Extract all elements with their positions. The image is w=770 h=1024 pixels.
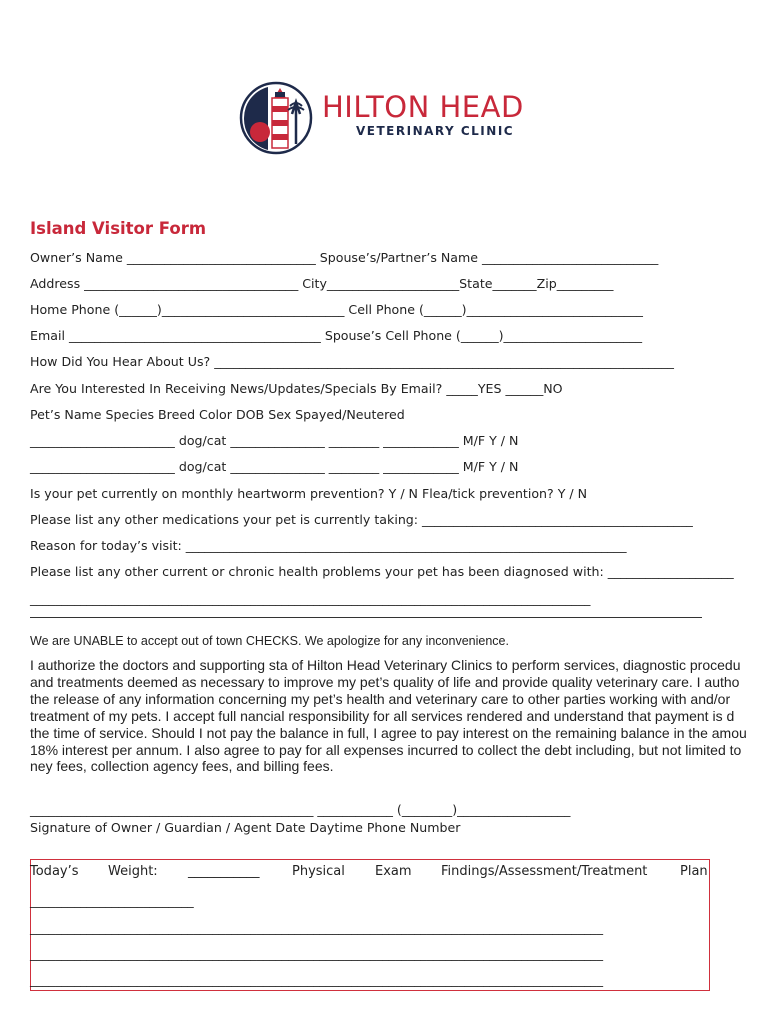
exam-notes-line[interactable]: ___________________________________________________________________________________________	[30, 920, 604, 935]
exam-notes-line[interactable]: ___________________________________________________________________________________________	[30, 946, 604, 961]
lighthouse-logo-icon	[238, 80, 314, 156]
medications-line[interactable]: Please list any other medications your pet is currently taking: ___________________________________________	[30, 512, 693, 527]
visit-reason-line[interactable]: Reason for today’s visit: ______________________________________________________________________	[30, 538, 627, 553]
authorization-line: treatment of my pets. I accept full nancial responsibility for all services rendered and understand that payment is d	[30, 707, 735, 724]
newsletter-line[interactable]: Are You Interested In Receiving News/Updates/Specials By Email? _____YES ______NO	[30, 381, 563, 396]
prevention-line[interactable]: Is your pet currently on monthly heartworm prevention? Y / N Flea/tick prevention? Y / N	[30, 486, 588, 501]
exam-header-physical: Physical	[292, 864, 345, 879]
clinic-subtitle: VETERINARY CLINIC	[356, 124, 515, 138]
exam-notes-line[interactable]: ___________________________________________________________________________________________	[30, 972, 604, 987]
clinic-logo	[238, 80, 538, 156]
authorization-paragraph	[30, 657, 770, 775]
exam-header-plan: Plan	[680, 864, 708, 879]
address-line[interactable]: Address __________________________________ City_____________________State_______Zip_________	[30, 276, 614, 291]
section-divider	[30, 617, 702, 618]
signature-caption: Signature of Owner / Guardian / Agent Date Daytime Phone Number	[30, 820, 461, 835]
owner-name-line[interactable]: Owner’s Name ______________________________ Spouse’s/Partner’s Name ____________________________	[30, 250, 659, 265]
authorization-line: 18% interest per annum. I also agree to pay for all expenses incurred to collect the debt including, but not limited to	[30, 741, 742, 758]
checks-notice: We are UNABLE to accept out of town CHECKS. We apologize for any inconvenience.	[30, 634, 509, 648]
authorization-line: I authorize the doctors and supporting sta of Hilton Head Veterinary Clinics to perform services, diagnostic procedu	[30, 657, 741, 673]
email-line[interactable]: Email ________________________________________ Spouse’s Cell Phone (______)______________________	[30, 328, 643, 343]
exam-header-findings: Findings/Assessment/Treatment	[441, 864, 648, 879]
pet-row-1[interactable]: _______________________ dog/cat _______________ ________ ____________ M/F Y / N	[30, 433, 519, 448]
weight-field[interactable]: ___________	[188, 864, 260, 879]
pet-row-2[interactable]: _______________________ dog/cat _______________ ________ ____________ M/F Y / N	[30, 459, 519, 474]
health-problems-line[interactable]: Please list any other current or chronic health problems your pet has been diagnosed with: ____________________	[30, 564, 734, 579]
authorization-line: ney fees, collection agency fees, and billing fees.	[30, 758, 334, 775]
phone-line[interactable]: Home Phone (______)_____________________________ Cell Phone (______)____________________________	[30, 302, 643, 317]
signature-line[interactable]: _____________________________________________ ____________ (________)__________________	[30, 802, 571, 817]
exam-notes-line[interactable]: __________________________	[30, 893, 194, 908]
exam-header-weight: Weight:	[108, 864, 158, 879]
health-problems-continued[interactable]: _________________________________________________________________________________________	[30, 591, 591, 606]
exam-header-todays: Today’s	[30, 864, 79, 879]
authorization-line: and treatments deemed as necessary to improve my pet’s quality of life and provide quality veterinary care. I autho	[30, 673, 740, 690]
form-title: Island Visitor Form	[30, 219, 207, 238]
clinic-name: HILTON HEAD	[322, 90, 524, 124]
referral-line[interactable]: How Did You Hear About Us? _________________________________________________________________________	[30, 354, 674, 369]
authorization-line: the time of service. Should I not pay the balance in full, I agree to pay interest on the remaining balance in the amou	[30, 724, 747, 741]
authorization-line: the release of any information concerning my pet’s health and veterinary care to other parties working with and/or	[30, 690, 731, 707]
exam-header-exam: Exam	[375, 864, 412, 879]
pet-table-header: Pet’s Name Species Breed Color DOB Sex Spayed/Neutered	[30, 407, 405, 422]
